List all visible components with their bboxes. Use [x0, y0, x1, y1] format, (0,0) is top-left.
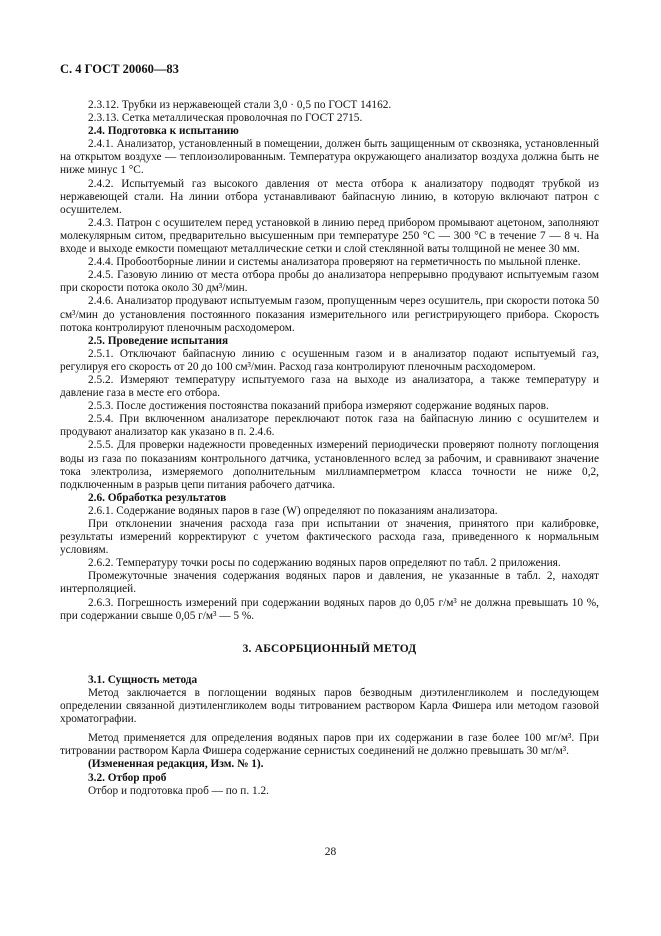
paragraph: 2.5.2. Измеряют температуру испытуемого газа на выходе из анализатора, а также температуру и давление газа в месте его отбора.	[60, 373, 599, 400]
running-header: С. 4 ГОСТ 20060—83	[60, 62, 179, 76]
paragraph: 2.6.2. Температуру точки росы по содержанию водяных паров определяют по табл. 2 приложения.	[88, 557, 561, 570]
page-number: 28	[324, 846, 337, 858]
section-2-content	[60, 99, 599, 623]
paragraph: 2.4.4. Пробоотборные линии и системы анализатора проверяют на герметичность по мыльной пленке.	[88, 256, 581, 269]
paragraph: 2.5.3. После достижения постоянства показаний прибора измеряют содержание водяных паров.	[88, 400, 549, 413]
paragraph: 2.4.3. Патрон с осушителем перед установкой в линию перед прибором промывают ацетоном, заполняют молекулярным ситом, предварительно высушенным при температуре 250 °С — 300 °С в течение 7 — 8 ч. На входе и выходе емкости помещают металлические сетки и слой стеклянной ваты толщиной не менее 30 мм.	[60, 216, 599, 256]
section-3-content	[60, 674, 599, 798]
body-text	[60, 99, 599, 798]
section-heading: 2.5. Проведение испытания	[88, 334, 229, 347]
paragraph: Отбор и подготовка проб — по п. 1.2.	[88, 784, 269, 797]
section-heading: 3.1. Сущность метода	[88, 673, 198, 686]
paragraph: 2.3.13. Сетка металлическая проволочная по ГОСТ 2715.	[88, 112, 363, 125]
paragraph: 2.3.12. Трубки из нержавеющей стали 3,0 · 0,5 по ГОСТ 14162.	[88, 99, 392, 111]
paragraph: Метод заключается в поглощении водяных паров безводным диэтиленгликолем и последующем определении связанной диэтиленгликолем воды титрованием раствором Карла Фишера или методом газовой хроматографии.	[60, 686, 599, 726]
section-heading: 2.6. Обработка результатов	[88, 491, 227, 504]
paragraph: 2.6.1. Содержание водяных паров в газе (W) определяют по показаниям анализатора.	[88, 504, 498, 517]
paragraph: 2.6.3. Погрешность измерений при содержании водяных паров до 0,05 г/м³ не должна превышать 10 %, при содержании свыше 0,05 г/м³ — 5 %.	[60, 596, 599, 622]
section-heading: 3.2. Отбор проб	[88, 771, 167, 784]
paragraph: Метод применяется для определения водяных паров при их содержании в газе более 100 мг/м³. При титровании раствором Карла Фишера содержание сернистых соединений не должно превышать 30 мг/м³.	[60, 732, 599, 758]
paragraph: 2.5.1. Отключают байпасную линию с осушенным газом и в анализатор подают испытуемый газ, регулируя его скорость от 20 до 100 см³/мин. Расход газа контролируют пленочным расходомером.	[60, 347, 599, 373]
section-heading: 2.4. Подготовка к испытанию	[88, 125, 239, 138]
paragraph: 2.4.1. Анализатор, установленный в помещении, должен быть защищенным от сквозняка, установленный на открытом воздухе — теплоизолированным. Температура окружающего анализатор воздуха должна быть не ниже минус 1 °С.	[60, 138, 599, 177]
paragraph: 2.4.6. Анализатор продувают испытуемым газом, пропущенным через осушитель, при скорости потока 50 см³/мин до установления постоянного показания измерительного или регистрирующего прибора. Скорость потока контролируют пленочным расходомером.	[60, 295, 599, 334]
section-title: 3. АБСОРБЦИОННЫЙ МЕТОД	[242, 642, 417, 655]
paragraph: При отклонении значения расхода газа при испытании от значения, принятого при калибровке, результаты измерений корректируют с учетом фактического расхода газа, приведенного к нормальным условиям.	[60, 518, 599, 557]
paragraph: 2.4.2. Испытуемый газ высокого давления от места отбора к анализатору подводят трубкой из нержавеющей стали. На линии отбора устанавливают байпасную линию, в которую включают патрон с осушителем.	[60, 177, 599, 216]
paragraph: Промежуточные значения содержания водяных паров и давления, не указанные в табл. 2, находят интерполяцией.	[60, 570, 599, 596]
paragraph: 2.5.5. Для проверки надежности проведенных измерений периодически проверяют полноту поглощения воды из газа по показаниям контрольного датчика, установленного вслед за рабочим, и сравнивают значение тока электролиза, измеряемого дополнительным миллиамперметром класса точности не ниже 0,2, подключенным в разрыв цепи питания рабочего датчика.	[60, 439, 599, 491]
paragraph: 2.4.5. Газовую линию от места отбора пробы до анализатора непрерывно продувают испытуемым газом при скорости потока около 30 дм³/мин.	[60, 269, 599, 295]
paragraph: 2.5.4. При включенном анализаторе переключают поток газа на байпасную линию с осушителем и продувают анализатор как указано в п. 2.4.6.	[60, 413, 599, 439]
section-heading: (Измененная редакция, Изм. № 1).	[88, 758, 264, 771]
